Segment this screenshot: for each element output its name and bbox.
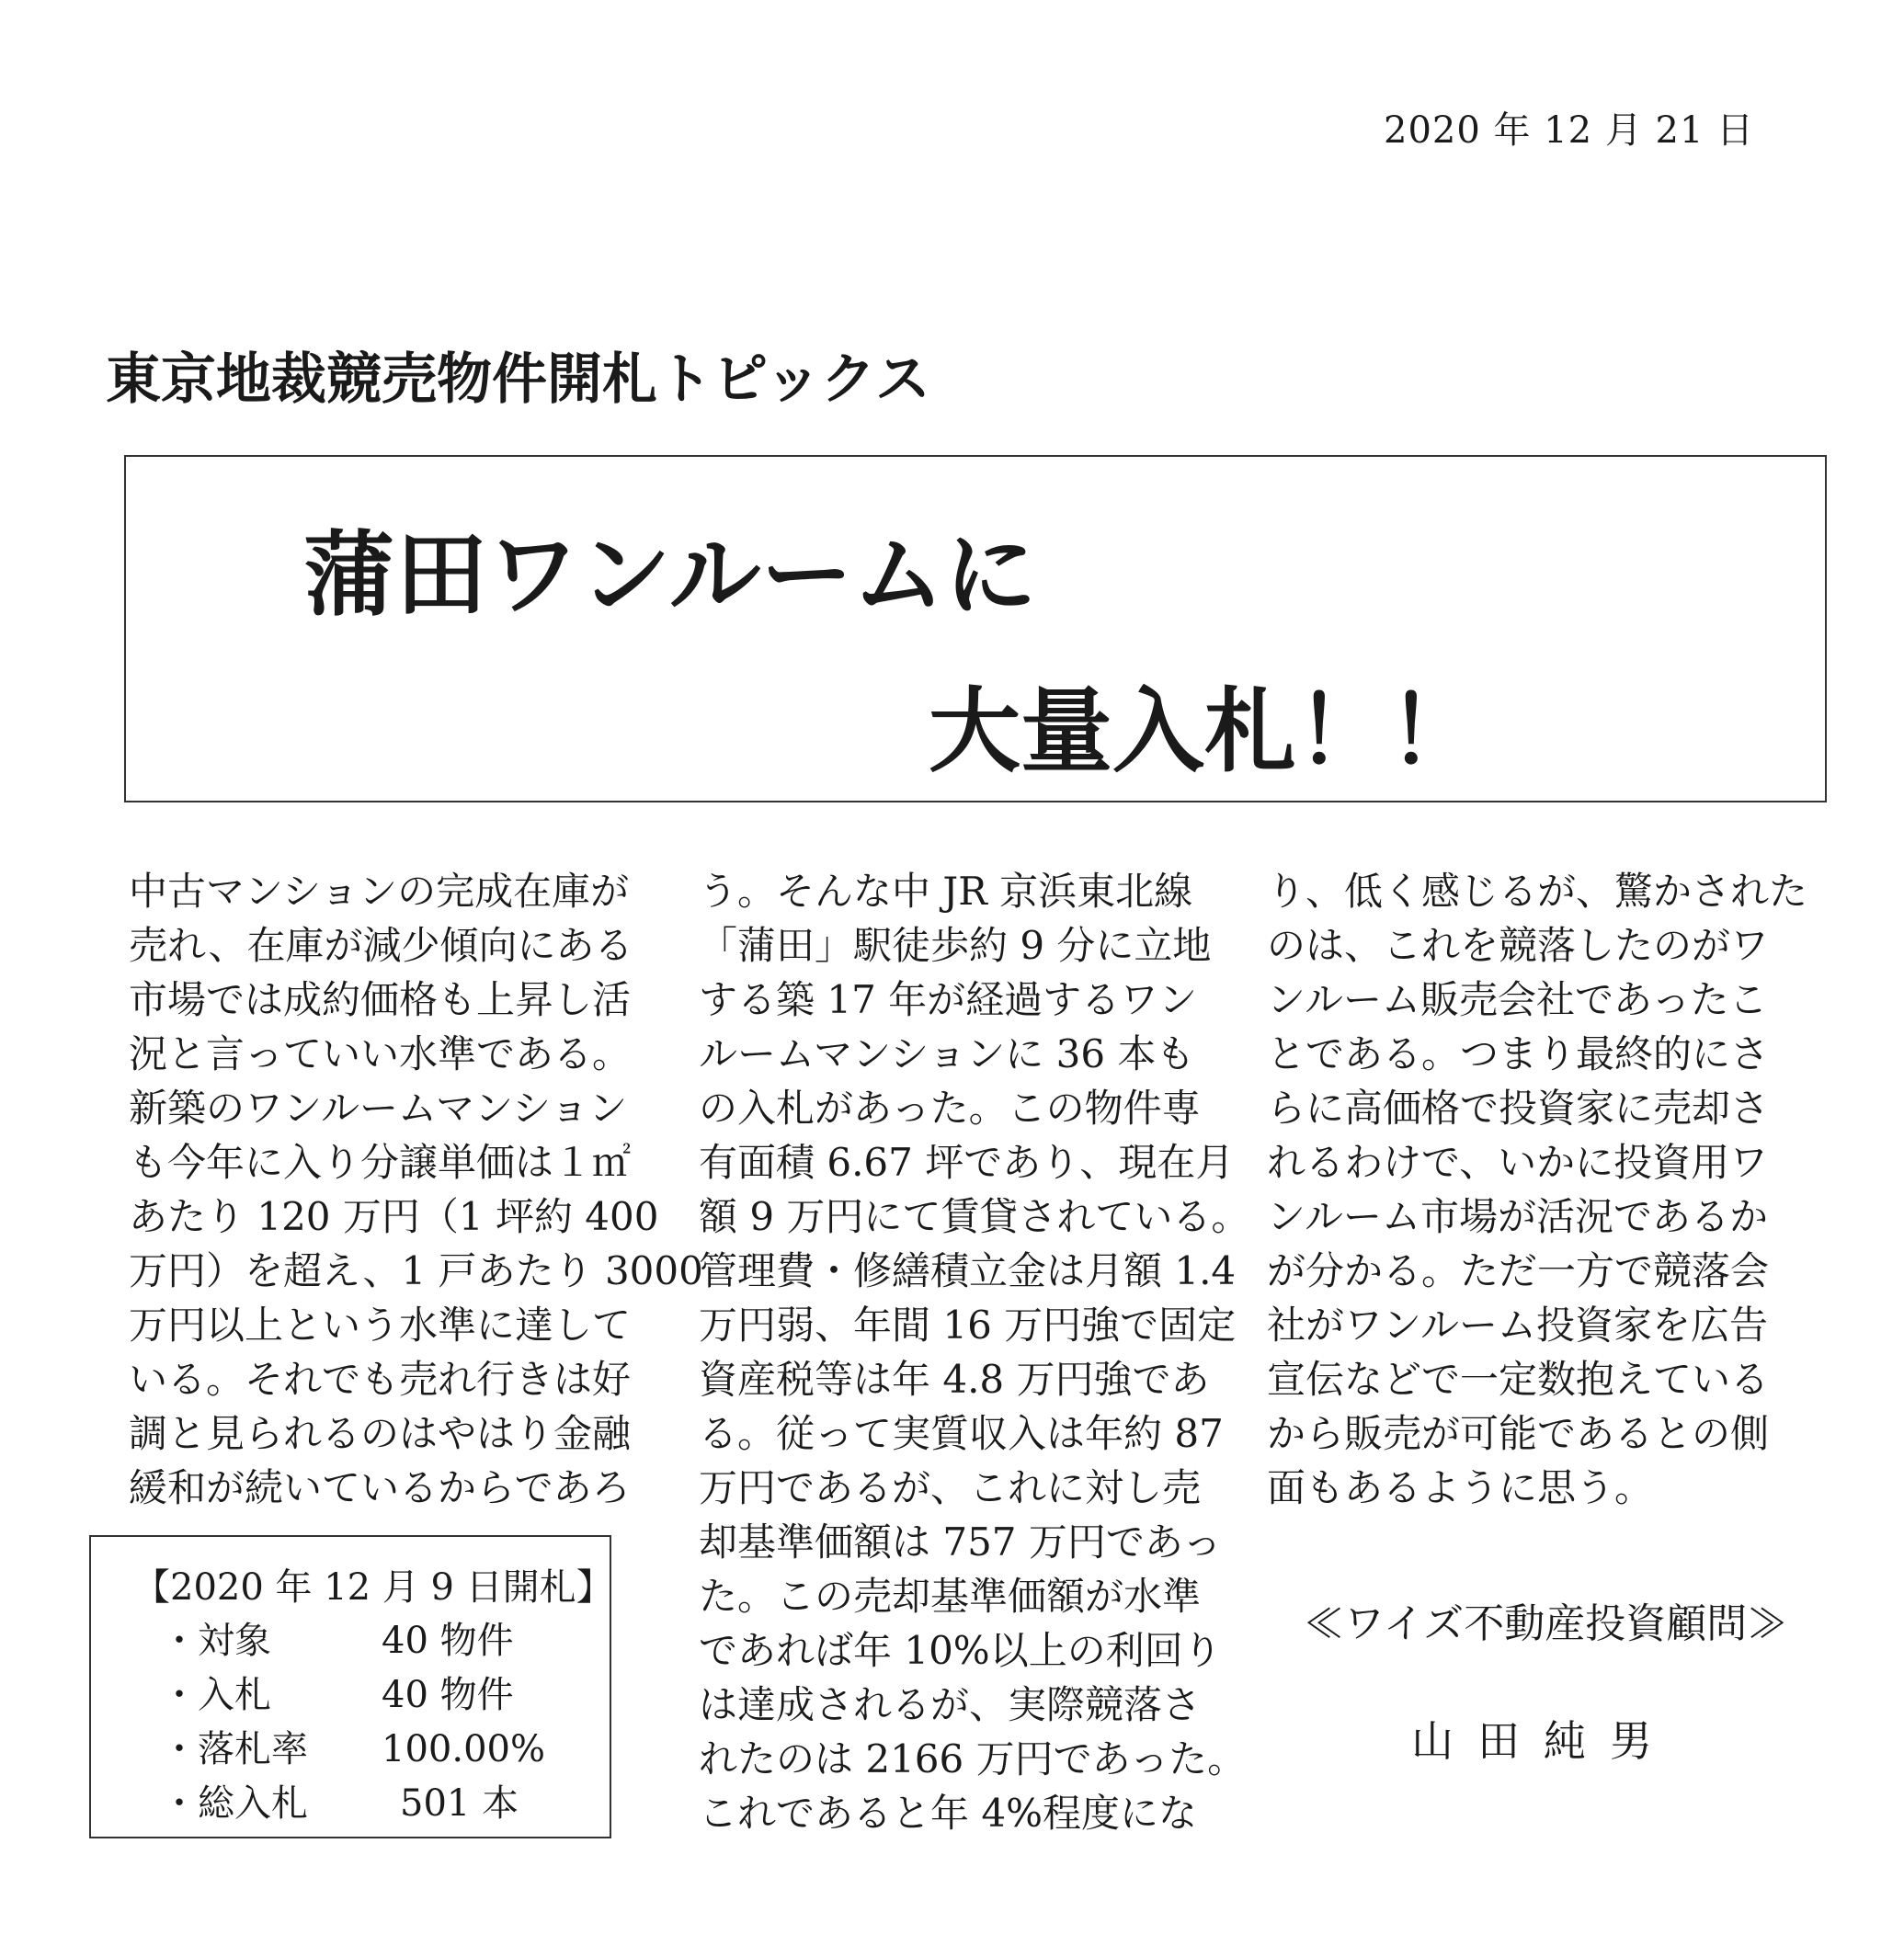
text-line: 却基準価額は 757 万円であっ (699, 1519, 1222, 1565)
text-line: 万円であるが、これに対し売 (699, 1465, 1202, 1510)
summary-value: 40 物件 (382, 1674, 514, 1716)
text-line: 有面積 6.67 坪であり、現在月 (699, 1140, 1235, 1185)
article-column-1 (129, 864, 703, 1515)
article-column-3 (1267, 864, 1808, 1515)
signature-name: 山田純男 (1411, 1716, 1676, 1766)
summary-value: 501 本 (400, 1782, 519, 1825)
text-line: ンルーム市場が活況であるか (1267, 1194, 1768, 1239)
summary-label: ・対象 (161, 1620, 271, 1662)
text-line: が分かる。ただ一方で競落会 (1267, 1248, 1770, 1293)
auction-summary-title: 【2020 年 12 月 9 日開札】 (133, 1566, 613, 1609)
summary-value: 40 物件 (382, 1620, 514, 1662)
text-line: の入札があった。この物件専 (699, 1086, 1201, 1131)
summary-row-total (161, 1774, 519, 1827)
text-line: 新築のワンルームマンション (129, 1086, 628, 1131)
text-line: 況と言っていい水準である。 (129, 1031, 632, 1076)
summary-value: 100.00% (382, 1728, 545, 1770)
text-line: 資産税等は年 4.8 万円強であ (699, 1357, 1210, 1402)
text-line: り、低く感じるが、驚かされた (1267, 869, 1808, 914)
text-line: とである。つまり最終的にさ (1267, 1031, 1770, 1076)
signature-organization: ≪ワイズ不動産投資顧問≫ (1304, 1600, 1788, 1647)
text-line: た。この売却基準価額が水準 (699, 1574, 1202, 1619)
text-line: 中古マンションの完成在庫が (129, 869, 630, 914)
text-line: 市場では成約価格も上昇し活 (129, 977, 632, 1022)
text-line: れるわけで、いかに投資用ワ (1267, 1140, 1769, 1185)
text-line: 緩和が続いているからであろ (129, 1465, 631, 1510)
section-kicker: 東京地裁競売物件開札トピックス (106, 347, 930, 412)
text-line: から販売が可能であるとの側 (1267, 1411, 1770, 1456)
summary-row-target (161, 1611, 514, 1664)
text-line: 「蒲田」駅徒歩約 9 分に立地 (699, 923, 1212, 968)
text-line: 万円以上という水準に達して (129, 1303, 632, 1348)
text-line: る。従って実質収入は年約 87 (699, 1411, 1224, 1456)
text-line: 調と見られるのはやはり金融 (129, 1411, 632, 1456)
text-line: らに高価格で投資家に売却さ (1267, 1086, 1770, 1131)
text-line: あたり 120 万円（1 坪約 400 (129, 1194, 659, 1239)
summary-row-bids (161, 1666, 514, 1718)
text-line: 管理費・修繕積立金は月額 1.4 (699, 1248, 1237, 1293)
text-line: は達成されるが、実際競落さ (699, 1682, 1202, 1727)
text-line: も今年に入り分譲単価は１㎡ (129, 1140, 632, 1185)
summary-label: ・落札率 (161, 1728, 308, 1770)
text-line: ンルーム販売会社であったこ (1267, 977, 1768, 1022)
summary-label: ・入札 (161, 1674, 271, 1716)
text-line: ルームマンションに 36 本も (699, 1031, 1195, 1076)
article-column-2 (699, 864, 1250, 1840)
text-line: であれば年 10%以上の利回り (699, 1628, 1222, 1673)
text-line: れたのは 2166 万円であった。 (699, 1736, 1247, 1781)
headline-line-1: 蒲田ワンルームに (303, 521, 1037, 629)
summary-label: ・総入札 (161, 1782, 308, 1825)
text-line: う。そんな中 JR 京浜東北線 (699, 869, 1193, 914)
text-line: 宣伝などで一定数抱えている (1267, 1357, 1770, 1402)
text-line: 面もあるように思う。 (1267, 1465, 1654, 1510)
text-line: 万円）を超え、1 戸あたり 3000 (129, 1248, 703, 1293)
text-line: 万円弱、年間 16 万円強で固定 (699, 1303, 1237, 1348)
text-line: 額 9 万円にて賃貸されている。 (699, 1194, 1250, 1239)
text-line: 社がワンルーム投資家を広告 (1267, 1303, 1768, 1348)
text-line: これであると年 4%程度にな (699, 1791, 1197, 1836)
summary-row-rate (161, 1720, 545, 1772)
document-date: 2020 年 12 月 21 日 (1384, 109, 1755, 152)
text-line: のは、これを競落したのがワ (1267, 923, 1770, 968)
text-line: いる。それでも売れ行きは好 (129, 1357, 632, 1402)
text-line: 売れ、在庫が減少傾向にある (129, 923, 633, 968)
text-line: する築 17 年が経過するワン (699, 977, 1198, 1022)
headline-line-2: 大量入札！！ (929, 677, 1480, 785)
